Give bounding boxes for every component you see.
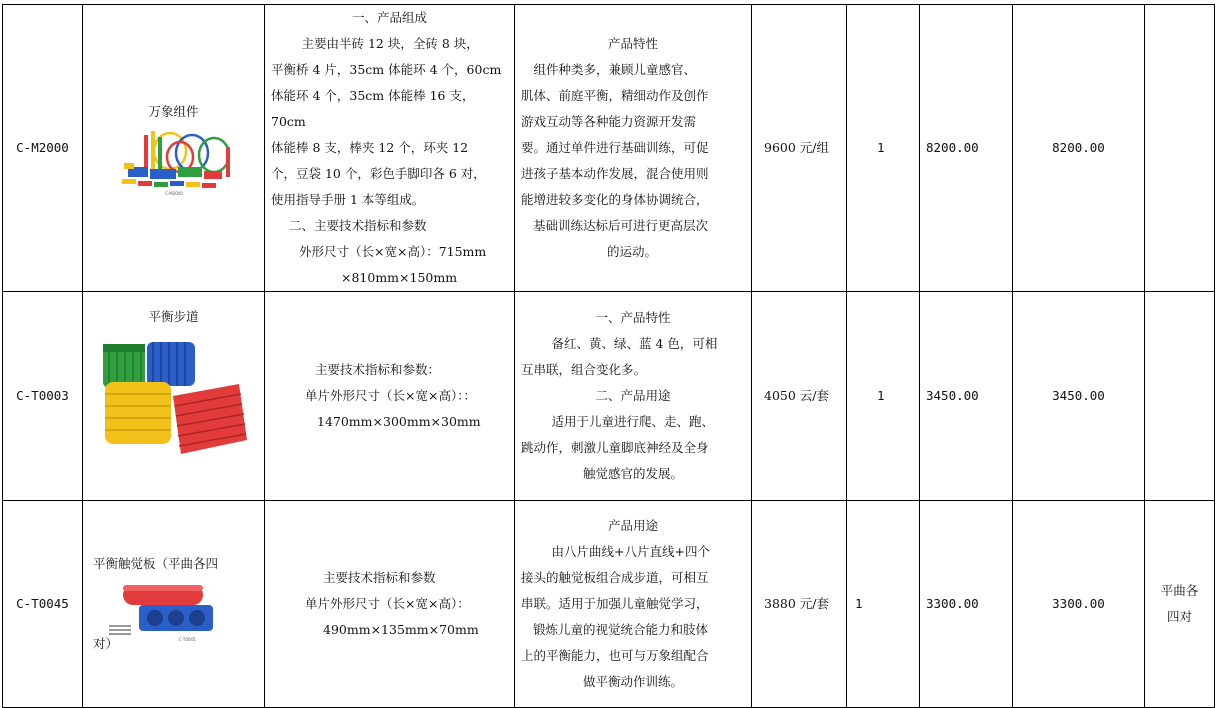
feature-line: 游戏互动等各种能力资源开发需 xyxy=(521,114,697,129)
spec-line: 使用指导手册 1 本等组成。 xyxy=(271,192,425,207)
feature-line: 肌体、前庭平衡，精细动作及创作 xyxy=(521,88,709,103)
spec-line: 个，豆袋 10 个，彩色手脚印各 6 对， xyxy=(271,166,486,181)
unit-price-cell: 9600 元/组 xyxy=(752,5,847,292)
spec-cell xyxy=(265,501,515,708)
spec-line: 1470mm×300mm×30mm xyxy=(317,414,481,429)
name-cell xyxy=(83,501,265,708)
table-row xyxy=(3,501,1215,708)
note-cell xyxy=(1145,501,1215,708)
feature-line: 跳动作，刺激儿童脚底神经及全身 xyxy=(521,440,709,455)
feature-line: 基础训练达标后可进行更高层次 xyxy=(533,218,709,233)
spec-line: 主要技术指标和参数： xyxy=(315,362,441,377)
feature-line: 备红、黄、绿、蓝 4 色，可相 xyxy=(539,336,718,351)
feature-cell xyxy=(515,292,752,501)
feature-line: 适用于儿童进行爬、走、跑、 xyxy=(539,414,715,429)
spec-line: 490mm×135mm×70mm xyxy=(323,622,479,637)
total-cell: 8200.00 xyxy=(1013,5,1145,292)
spec-line: 体能环 4 个，35cm 体能棒 16 支，70cm xyxy=(271,88,475,129)
product-name-cont: 对） xyxy=(93,636,119,651)
total-cell: 3300.00 xyxy=(1013,501,1145,708)
svg-text:C-M2000: C-M2000 xyxy=(164,191,183,196)
qty-cell: 1 xyxy=(847,292,920,501)
spec-line: 单片外形尺寸（长×宽×高）： xyxy=(305,596,470,611)
feature-line: 产品特性 xyxy=(607,36,658,51)
total-cell: 3450.00 xyxy=(1013,292,1145,501)
spec-line: ×810mm×150mm xyxy=(341,270,458,285)
feature-line: 二、产品用途 xyxy=(595,388,671,403)
spec-line: 主要由半砖 12 块，全砖 8 块， xyxy=(289,36,479,51)
feature-line: 要。通过单件进行基础训练，可促 xyxy=(521,140,709,155)
unit-price-cell: 4050 云/套 xyxy=(752,292,847,501)
spec-cell xyxy=(265,5,515,292)
feature-line: 由八片曲线+八片直线+四个 xyxy=(539,544,710,559)
product-photo-balance-kit xyxy=(104,127,244,197)
spec-line: 单片外形尺寸（长×宽×高）：： xyxy=(305,388,476,403)
table-row xyxy=(3,5,1215,292)
feature-cell xyxy=(515,501,752,708)
feature-line: 触觉感官的发展。 xyxy=(582,466,683,481)
feature-line: 进孩子基本动作发展，混合使用则 xyxy=(521,166,709,181)
product-table xyxy=(2,4,1215,708)
feature-cell xyxy=(515,5,752,292)
name-cell xyxy=(83,5,265,292)
product-name: 平衡触觉板（平曲各四 xyxy=(93,556,219,571)
price-cell: 3450.00 xyxy=(920,292,1013,501)
qty-cell: 1 xyxy=(847,501,920,708)
feature-line: 上的平衡能力，也可与万象组配合 xyxy=(521,648,709,663)
product-name: 万象组件 xyxy=(148,104,199,119)
unit-price-cell: 3880 元/套 xyxy=(752,501,847,708)
price-cell: 3300.00 xyxy=(920,501,1013,708)
feature-line: 锻炼儿童的视觉统合能力和肢体 xyxy=(533,622,709,637)
qty-cell: 1 xyxy=(847,5,920,292)
note-line: 四对 xyxy=(1166,609,1192,624)
note-cell xyxy=(1145,5,1215,292)
note-line: 平曲各 xyxy=(1160,583,1199,598)
feature-line: 组件种类多，兼顾儿童感官、 xyxy=(521,62,697,77)
feature-line: 接头的触觉板组合成步道，可相互 xyxy=(521,570,709,585)
feature-line: 串联。适用于加强儿童触觉学习， xyxy=(521,596,709,611)
name-cell xyxy=(83,292,265,501)
feature-line: 的运动。 xyxy=(607,244,658,259)
feature-line: 互串联，组合变化多。 xyxy=(521,362,647,377)
spec-line: 一、产品组成 xyxy=(351,10,427,25)
sku-cell: C-T0045 xyxy=(3,501,83,708)
product-name: 平衡步道 xyxy=(148,309,199,324)
sku-cell: C-T0003 xyxy=(3,292,83,501)
svg-text:C-T0045: C-T0045 xyxy=(179,637,196,642)
spec-line: 二、主要技术指标和参数 xyxy=(289,218,427,233)
spec-line: 外形尺寸（长×宽×高）：715mm xyxy=(299,244,487,259)
spec-line: 平衡桥 4 片，35cm 体能环 4 个，60cm xyxy=(271,62,502,77)
spec-cell xyxy=(265,292,515,501)
note-cell xyxy=(1145,292,1215,501)
feature-line: 一、产品特性 xyxy=(595,310,671,325)
sku-cell: C-M2000 xyxy=(3,5,83,292)
feature-line: 做平衡动作训练。 xyxy=(582,674,683,689)
feature-line: 能增进较多变化的身体协调统合， xyxy=(521,192,709,207)
spec-line: 主要技术指标和参数 xyxy=(323,570,436,585)
product-photo-balance-path xyxy=(99,336,249,456)
table-row xyxy=(3,292,1215,501)
price-cell: 8200.00 xyxy=(920,5,1013,292)
spec-line: 体能棒 8 支，棒夹 12 个，环夹 12 xyxy=(271,140,469,155)
feature-line: 产品用途 xyxy=(607,518,658,533)
